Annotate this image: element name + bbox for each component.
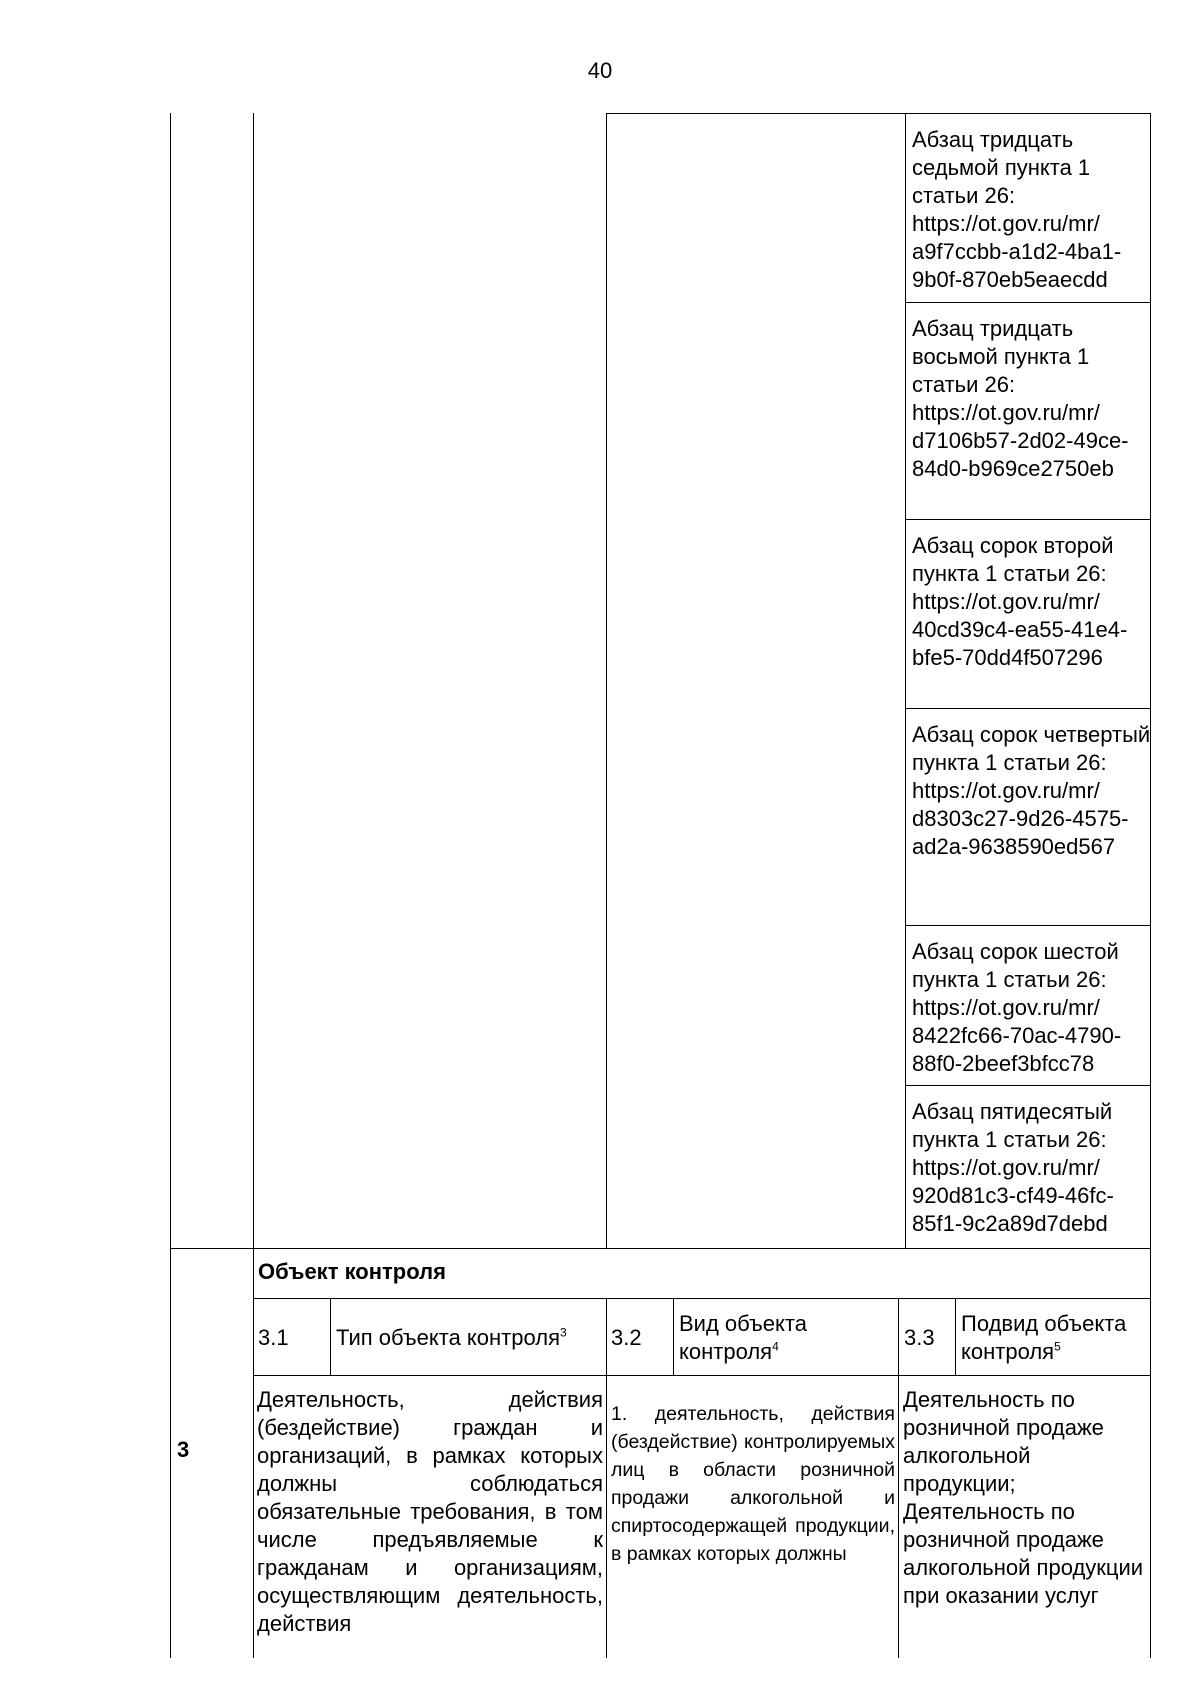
footnote-marker: 5 — [1054, 1339, 1061, 1354]
column-divider — [955, 1298, 956, 1375]
row-divider — [905, 519, 1151, 520]
page-number: 40 — [587, 58, 613, 83]
subsection-number: 3.2 — [611, 1325, 642, 1350]
subsection-number: 3.3 — [904, 1325, 935, 1350]
object-type-text: Деятельность, действия (бездействие) граждан и организаций, в рамках которых должны соблюдаться обязательные требования, в том числе предъявляемые к гражданам и организациям, осуществляющим деятельность, действия — [257, 1387, 603, 1636]
section-divider — [170, 1248, 1151, 1249]
subsection-label — [679, 1310, 854, 1366]
table-top-border — [606, 113, 1151, 114]
subsection-label-text: Вид объекта контроля — [679, 1311, 807, 1364]
column-divider — [330, 1298, 331, 1375]
column-divider — [673, 1298, 674, 1375]
footnote-marker: 3 — [560, 1325, 567, 1340]
reference-cell: Абзац тридцать восьмой пункта 1 статьи 26: https://ot.gov.ru/mr/ d7106b57-2d02-49ce-84d0-b969ce2750eb — [912, 316, 1129, 481]
object-subkind-item: Деятельность по розничной продаже алкогольной продукции при оказании услуг — [903, 1499, 1144, 1608]
reference-cell: Абзац сорок четвертый пункта 1 статьи 26: https://ot.gov.ru/mr/ d8303c27-9d26-4575-ad2a-9638590ed567 — [912, 722, 1151, 859]
row-divider — [253, 1298, 1151, 1299]
column-divider — [253, 113, 254, 1658]
reference-cell: Абзац тридцать седьмой пункта 1 статьи 26: https://ot.gov.ru/mr/ a9f7ccbb-a1d2-4ba1-9b0f-870eb5eaecdd — [912, 127, 1122, 292]
object-kind-text: 1. деятельность, действия (бездействие) контролируемых лиц в области розничной продажи алкогольной и спиртосодержащей продукции, в рамках которых должны — [611, 1403, 895, 1565]
subsection-label-text: Тип объекта контроля — [336, 1325, 560, 1350]
column-divider — [606, 113, 607, 1248]
subsection-label-text: Подвид объекта контроля — [961, 1311, 1127, 1364]
reference-cell: Абзац сорок второй пункта 1 статьи 26: https://ot.gov.ru/mr/ 40cd39c4-ea55-41e4-bfe5-70dd4f507296 — [912, 533, 1128, 670]
object-subkind-item: Деятельность по розничной продаже алкогольной продукции; — [903, 1387, 1104, 1496]
subsection-label — [961, 1310, 1149, 1366]
reference-cell: Абзац сорок шестой пункта 1 статьи 26: https://ot.gov.ru/mr/ 8422fc66-70ac-4790-88f0-2beef3bfcc78 — [912, 939, 1122, 1076]
footnote-marker: 4 — [772, 1339, 779, 1354]
section-number: 3 — [177, 1437, 190, 1462]
row-divider — [905, 708, 1151, 709]
table-border-left — [170, 113, 171, 1658]
row-divider — [905, 1085, 1151, 1086]
row-divider — [905, 925, 1151, 926]
row-divider — [253, 1375, 1151, 1376]
reference-cell: Абзац пятидесятый пункта 1 статьи 26: https://ot.gov.ru/mr/ 920d81c3-cf49-46fc-85f1-9c2a89d7debd — [912, 1099, 1114, 1236]
column-divider — [898, 1298, 899, 1658]
object-subkind-cell — [903, 1386, 1149, 1610]
subsection-label — [336, 1324, 604, 1352]
row-divider — [905, 302, 1151, 303]
column-divider — [905, 113, 906, 1248]
column-divider — [606, 1298, 607, 1658]
subsection-number: 3.1 — [258, 1325, 289, 1350]
section-title: Объект контроля — [258, 1259, 446, 1284]
